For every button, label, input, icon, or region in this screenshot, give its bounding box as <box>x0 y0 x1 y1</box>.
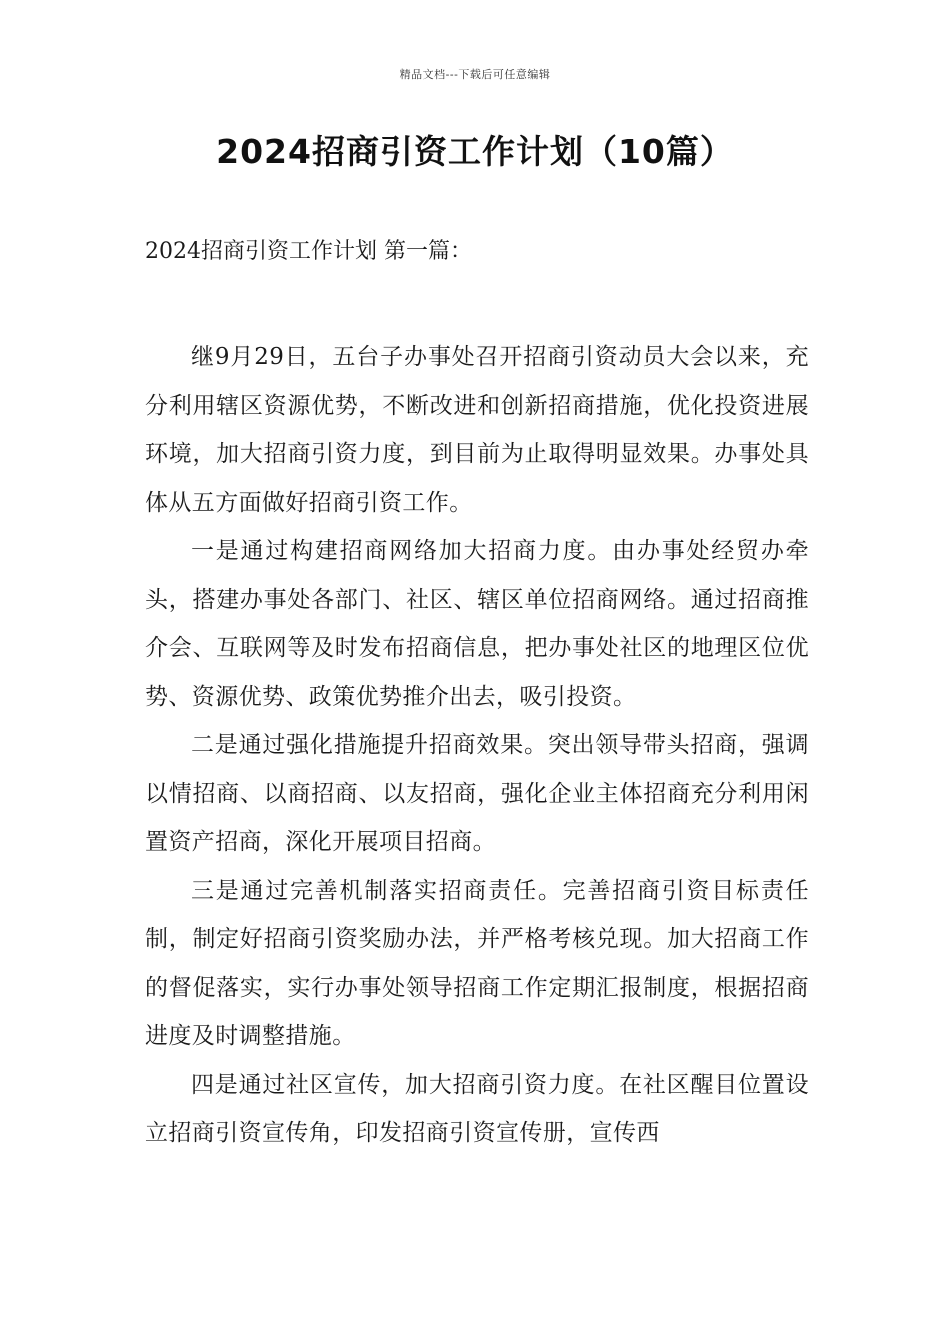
paragraph-point-two: 二是通过强化措施提升招商效果。突出领导带头招商，强调以情招商、以商招商、以友招商，强化企业主体招商充分利用闲置资产招商，深化开展项目招商。 <box>145 732 809 855</box>
page-header-note: 精品文档---下载后可任意编辑 <box>399 68 551 81</box>
paragraph-point-four: 四是通过社区宣传，加大招商引资力度。在社区醒目位置设立招商引资宣传角，印发招商引资宣传册，宣传西 <box>145 1071 809 1146</box>
paragraph-intro: 继9月29日，五台子办事处召开招商引资动员大会以来，充分利用辖区资源优势，不断改进和创新招商措施，优化投资进展环境，加大招商引资力度，到目前为止取得明显效果。办事处具体从五方面做好招商引资工作。 <box>145 344 809 516</box>
document-title: 2024招商引资工作计划（10篇） <box>216 132 734 171</box>
section-heading: 2024招商引资工作计划 第一篇： <box>145 239 472 264</box>
document-body <box>145 333 809 1158</box>
paragraph-point-one: 一是通过构建招商网络加大招商力度。由办事处经贸办牵头，搭建办事处各部门、社区、辖区单位招商网络。通过招商推介会、互联网等及时发布招商信息，把办事处社区的地理区位优势、资源优势、政策优势推介出去，吸引投资。 <box>145 538 809 710</box>
paragraph-point-three: 三是通过完善机制落实招商责任。完善招商引资目标责任制，制定好招商引资奖励办法，并严格考核兑现。加大招商工作的督促落实，实行办事处领导招商工作定期汇报制度，根据招商进度及时调整措施。 <box>145 877 809 1049</box>
